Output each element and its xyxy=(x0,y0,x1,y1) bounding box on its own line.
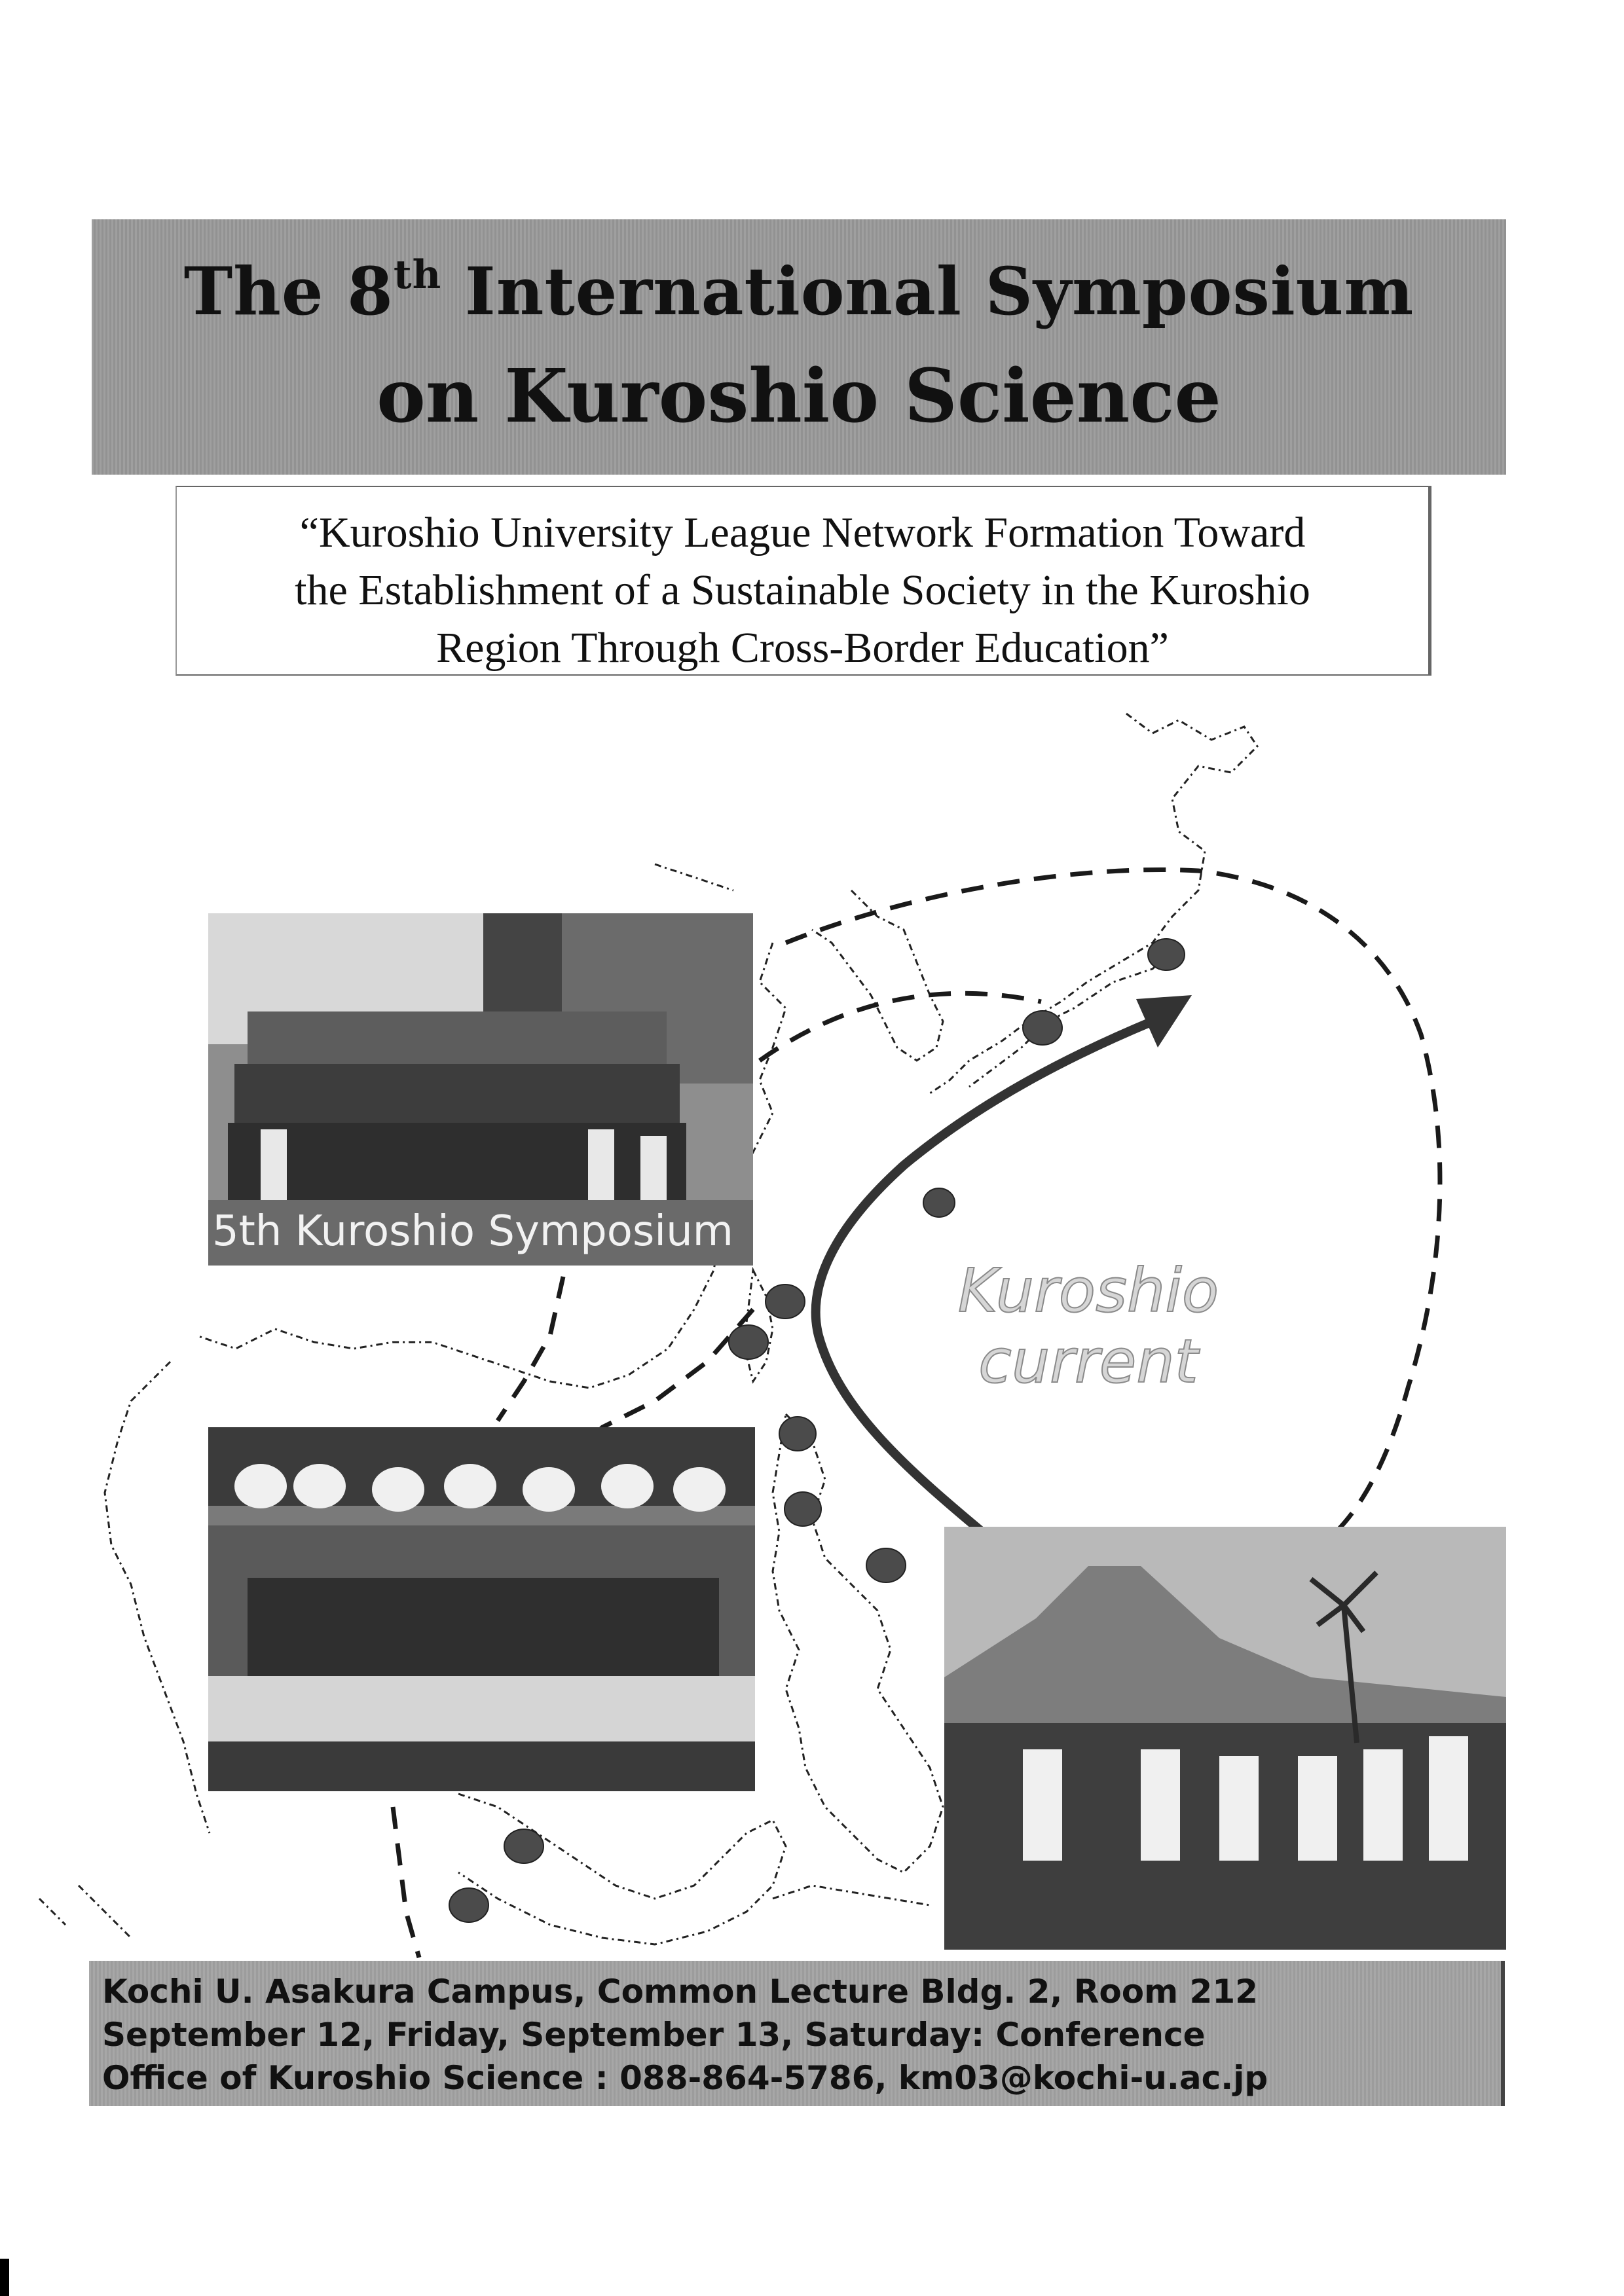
hall-photo-image xyxy=(208,1427,755,1791)
marker-kagoshima xyxy=(1023,1011,1062,1045)
marker-indonesia xyxy=(449,1888,489,1922)
coast-japan xyxy=(930,714,1257,1093)
route-taiwan-photo xyxy=(498,1277,563,1421)
contact-line: Office of Kuroshio Science : 088-864-5786, km03@kochi-u.ac.jp xyxy=(102,2059,1268,2097)
theme-line-1: “Kuroshio University League Network Formation Toward xyxy=(299,509,1306,556)
marker-borneo xyxy=(504,1829,544,1863)
marker-luzon-north xyxy=(779,1417,816,1451)
scan-edge-mark xyxy=(0,2259,9,2296)
marker-taiwan-south xyxy=(729,1325,768,1359)
marker-visayas xyxy=(866,1548,906,1582)
venue-line: Kochi U. Asakura Campus, Common Lecture Bldg. 2, Room 212 xyxy=(102,1973,1258,2011)
route-japan-west xyxy=(760,993,1041,1061)
photo-5th-symposium-group xyxy=(208,913,753,1266)
theme-box xyxy=(175,486,1431,676)
dates-line: September 12, Friday, September 13, Saturday: Conference xyxy=(102,2016,1206,2054)
photo-conference-hall xyxy=(208,1427,755,1791)
event-info-band xyxy=(89,1961,1505,2106)
marker-taiwan-north xyxy=(766,1285,805,1319)
symposium-title-line1: The 8th International Symposium xyxy=(183,252,1414,330)
marker-luzon xyxy=(784,1492,821,1526)
coast-korea xyxy=(812,890,943,1061)
coast-borneo xyxy=(458,1794,786,1944)
theme-line-3: Region Through Cross-Border Education” xyxy=(436,624,1169,672)
photo-field-trip xyxy=(944,1527,1506,1950)
marker-kochi xyxy=(1148,939,1185,970)
coast-indonesia-east xyxy=(773,1886,930,1905)
field-photo-image xyxy=(944,1527,1506,1950)
theme-line-2: the Establishment of a Sustainable Society in the Kuroshio xyxy=(295,566,1310,614)
route-japan-to-east xyxy=(786,869,1440,1532)
photo-caption-5th-symposium: 5th Kuroshio Symposium xyxy=(208,1200,753,1266)
title-banner xyxy=(92,219,1506,475)
symposium-title-line2: on Kuroshio Science xyxy=(377,354,1221,439)
kuroshio-current-label: Kuroshio current xyxy=(957,1256,1219,1396)
coast-philippines xyxy=(773,1414,943,1872)
marker-okinawa xyxy=(923,1188,955,1217)
coast-indochina xyxy=(105,1362,210,1833)
route-south xyxy=(393,1807,419,1958)
